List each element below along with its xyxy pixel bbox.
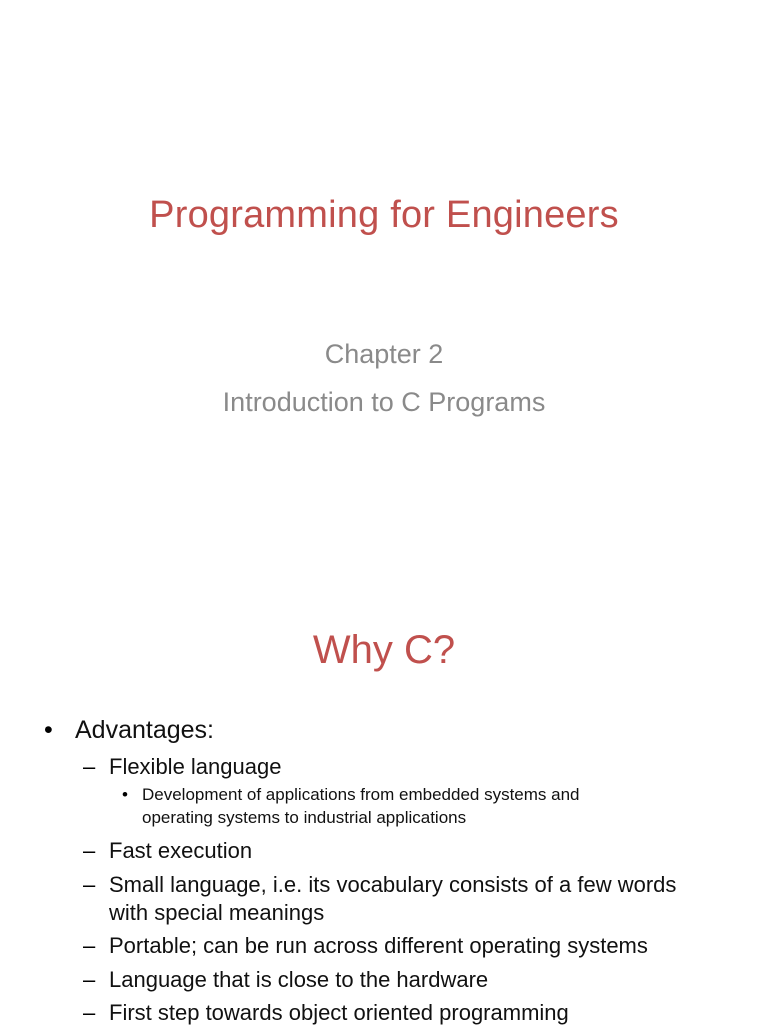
- dash-marker: –: [83, 872, 96, 897]
- dash-marker: –: [83, 967, 96, 992]
- slide-title-why-c: Why C?: [312, 628, 456, 672]
- slide-subtitle-chapter: Chapter 2: [324, 339, 444, 369]
- sub-bullet-small-line2: with special meanings: [109, 900, 325, 925]
- sub-bullet-small-line1: Small language, i.e. its vocabulary consists of a few words: [109, 872, 677, 897]
- bullet-marker: •: [122, 785, 128, 804]
- why-c-slide: [0, 576, 768, 1024]
- dash-marker: –: [83, 1000, 96, 1025]
- dash-marker: –: [83, 933, 96, 958]
- sub-bullet-flexible: Flexible language: [109, 754, 282, 779]
- sub-bullet-hardware: Language that is close to the hardware: [109, 967, 489, 992]
- dash-marker: –: [83, 838, 96, 863]
- dash-marker: –: [83, 754, 96, 779]
- sub-bullet-oop: First step towards object oriented programming: [109, 1000, 569, 1025]
- slide-subtitle-topic: Introduction to C Programs: [222, 387, 546, 417]
- detail-flexible-line1: Development of applications from embedded systems and: [142, 785, 580, 804]
- slide-title: Programming for Engineers: [149, 194, 619, 236]
- bullet-advantages: Advantages:: [75, 716, 214, 744]
- detail-flexible-line2: operating systems to industrial applications: [142, 808, 467, 827]
- sub-bullet-fast: Fast execution: [109, 838, 253, 863]
- sub-bullet-portable: Portable; can be run across different operating systems: [109, 933, 648, 958]
- bullet-marker: •: [44, 716, 53, 744]
